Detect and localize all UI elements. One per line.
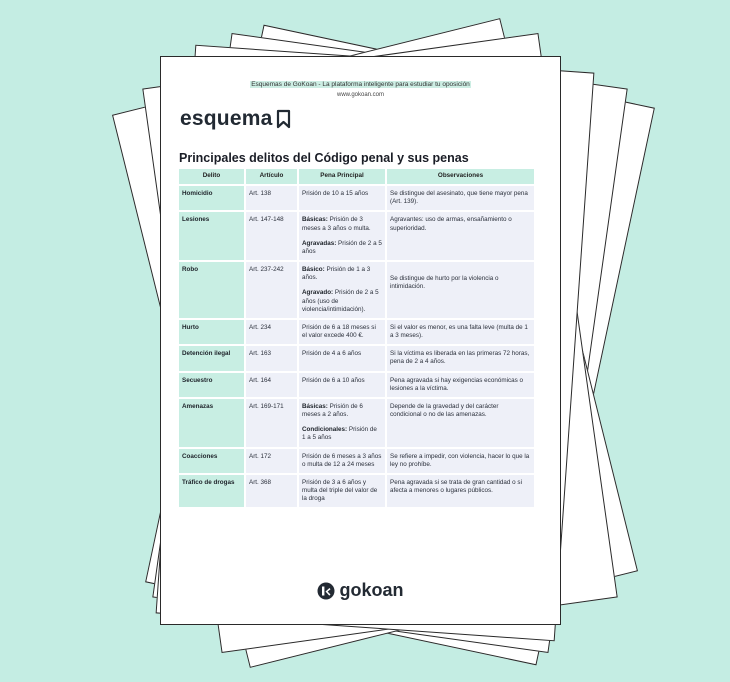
cell-observaciones: Pena agravada si hay exigencias económicas o lesiones a la víctima. xyxy=(387,371,534,397)
table-row xyxy=(179,397,534,447)
pena-agravada xyxy=(302,240,382,256)
cell-articulo: Art. 237-242 xyxy=(246,260,299,318)
cell-articulo: Art. 163 xyxy=(246,344,299,370)
pena-text: Prisión de 6 meses a 2 años. xyxy=(302,402,363,419)
cell-observaciones: Se refiere a impedir, con violencia, hacer lo que la ley no prohíbe. xyxy=(387,447,534,473)
table-row xyxy=(179,447,534,473)
pena-label: Condicionales: xyxy=(302,426,348,434)
cell-pena xyxy=(299,210,387,260)
cell-pena: Prisión de 6 a 18 meses si el valor excede 400 €. xyxy=(299,318,387,344)
table-row xyxy=(179,473,534,508)
footer-logo xyxy=(161,580,560,601)
cell-delito: Homicidio xyxy=(179,184,246,210)
column-header-delito: Delito xyxy=(179,169,246,184)
cell-pena: Prisión de 6 a 10 años xyxy=(299,371,387,397)
cell-observaciones: Pena agravada si se trata de gran cantidad o si afecta a menores o lugares públicos. xyxy=(387,473,534,508)
footer-logo-text: gokoan xyxy=(339,580,404,600)
pena-basica xyxy=(302,403,382,419)
pena-text: Prisión de 2 a 5 años xyxy=(302,239,382,255)
table-header-row xyxy=(179,169,534,184)
cell-delito: Robo xyxy=(179,260,246,318)
column-header-observaciones: Observaciones xyxy=(387,169,534,184)
cell-articulo: Art. 147-148 xyxy=(246,210,299,260)
pena-condicional xyxy=(302,426,382,442)
pena-label: Básicas: xyxy=(302,216,328,224)
pena-label: Básicas: xyxy=(302,402,328,410)
cell-delito: Coacciones xyxy=(179,447,246,473)
pena-basica xyxy=(302,216,382,232)
cell-delito: Amenazas xyxy=(179,397,246,447)
pena-label: Básico: xyxy=(302,266,325,274)
gokoan-logo-icon xyxy=(317,582,335,600)
pena-label: Agravado: xyxy=(302,289,334,297)
cell-pena: Prisión de 6 meses a 3 años o multa de 12 a 24 meses xyxy=(299,447,387,473)
cell-observaciones: Agravantes: uso de armas, ensañamiento o superioridad. xyxy=(387,210,534,260)
bookmark-icon xyxy=(276,109,291,129)
cell-articulo: Art. 138 xyxy=(246,184,299,210)
cell-pena: Prisión de 4 a 6 años xyxy=(299,344,387,370)
table-row xyxy=(179,260,534,318)
pena-text: Prisión de 1 a 3 años. xyxy=(302,266,371,282)
cell-pena xyxy=(299,397,387,447)
cell-observaciones: Si el valor es menor, es una falta leve (multa de 1 a 3 meses). xyxy=(387,318,534,344)
cell-delito: Lesiones xyxy=(179,210,246,260)
cell-articulo: Art. 368 xyxy=(246,473,299,508)
brand-label: esquema xyxy=(180,107,273,130)
cell-pena: Prisión de 3 a 6 años y multa del triple del valor de la droga xyxy=(299,473,387,508)
pena-agravada xyxy=(302,289,382,314)
cell-observaciones: Si la víctima es liberada en las primeras 72 horas, pena de 2 a 4 años. xyxy=(387,344,534,370)
pena-text: Prisión de 1 a 5 años xyxy=(302,426,377,442)
cell-delito: Secuestro xyxy=(179,371,246,397)
header-url: www.gokoan.com xyxy=(336,92,385,98)
cell-articulo: Art. 234 xyxy=(246,318,299,344)
cell-delito: Hurto xyxy=(179,318,246,344)
brand-title xyxy=(180,107,291,131)
table-row xyxy=(179,344,534,370)
column-header-pena: Pena Principal xyxy=(299,169,387,184)
cell-articulo: Art. 169-171 xyxy=(246,397,299,447)
column-header-articulo: Artículo xyxy=(246,169,299,184)
pena-text: Prisión de 3 meses a 3 años o multa. xyxy=(302,216,371,232)
cell-pena: Prisión de 10 a 15 años xyxy=(299,184,387,210)
cell-observaciones xyxy=(387,260,534,318)
document-title: Principales delitos del Código penal y sus penas xyxy=(179,151,469,165)
cell-delito: Detención ilegal xyxy=(179,344,246,370)
pena-label: Agravadas: xyxy=(302,239,337,247)
crimes-table xyxy=(179,169,534,507)
pena-basica xyxy=(302,266,382,282)
cell-pena xyxy=(299,260,387,318)
header-tagline: Esquemas de GoKoan - La plataforma inteligente para estudiar tu oposición xyxy=(251,81,470,88)
pena-text: Prisión de 2 a 5 años (uso de violencia/intimidación). xyxy=(302,289,379,313)
cell-observaciones: Se distingue del asesinato, que tiene mayor pena (Art. 139). xyxy=(387,184,534,210)
table-row xyxy=(179,371,534,397)
table-row xyxy=(179,184,534,210)
cell-articulo: Art. 172 xyxy=(246,447,299,473)
table-row xyxy=(179,210,534,260)
table-row xyxy=(179,318,534,344)
obs-text: Se distingue de hurto por la violencia o intimidación. xyxy=(390,275,499,291)
cell-observaciones: Depende de la gravedad y del carácter condicional o no de las amenazas. xyxy=(387,397,534,447)
cell-delito: Tráfico de drogas xyxy=(179,473,246,508)
document-page xyxy=(160,56,561,625)
cell-articulo: Art. 164 xyxy=(246,371,299,397)
